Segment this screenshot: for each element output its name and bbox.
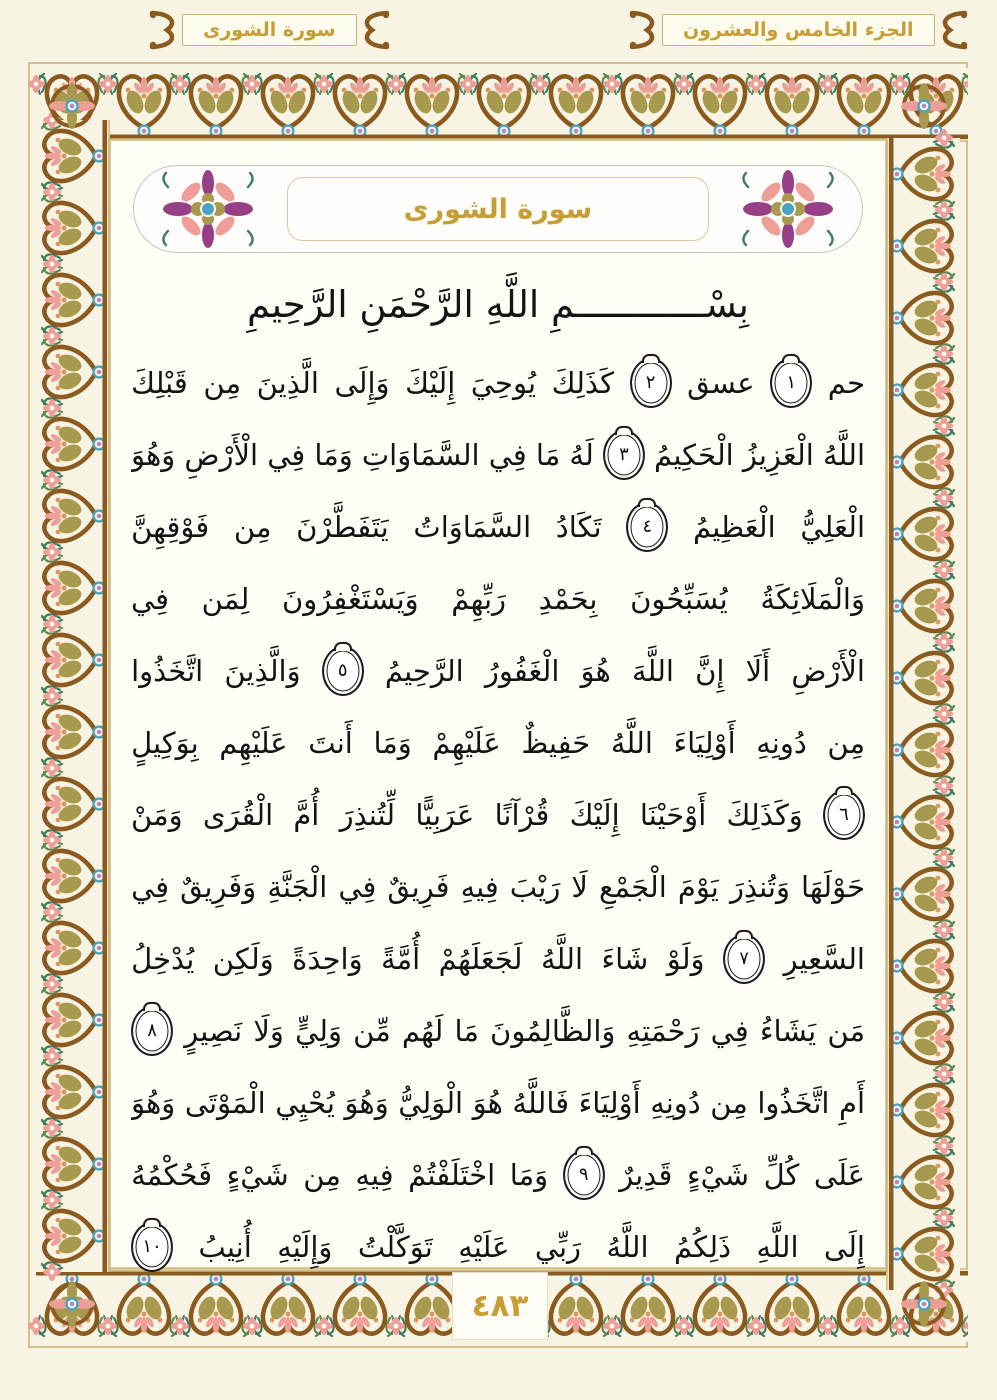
quran-word: اتَّخَذُوا (131, 654, 204, 688)
quran-word: الْجَمْعِ (599, 870, 667, 904)
quran-line (131, 779, 865, 851)
quran-word: وَالظَّالِمُونَ (490, 1014, 616, 1048)
quran-word: لَجَعَلَهُمْ (438, 942, 523, 976)
juz-banner-label: الجزء الخامس والعشرون (662, 14, 935, 47)
quran-word: كُلِّ (763, 1158, 800, 1192)
quran-word: يُحْيِي (275, 1086, 335, 1120)
quran-word: وَالَّذِينَ (224, 654, 301, 688)
quran-word: الْعَلِيُّ (800, 510, 865, 544)
juz-banner (628, 8, 969, 52)
quran-word: وَهُوَ (344, 1086, 389, 1120)
quran-line (131, 923, 865, 995)
quran-word: عسق (687, 366, 755, 400)
quran-word: يُوحِيَ (470, 366, 537, 400)
quran-word: عَلَيْهِم (219, 726, 288, 760)
quran-word: يُدْخِلُ (131, 942, 195, 976)
quran-word: أُنِيبُ (198, 1230, 252, 1264)
quran-line (131, 707, 865, 779)
quran-word: مَا (454, 1014, 479, 1048)
quran-word: تَكَادُ (555, 510, 602, 544)
page-body (110, 140, 886, 1268)
quran-word: تَوَكَّلْتُ (357, 1230, 433, 1264)
quran-word: أَلَا (745, 654, 771, 688)
quran-word: وَلَوْ (666, 942, 705, 976)
quran-word: الْجَنَّةِ (267, 870, 328, 904)
quran-word: دُونِهِ (756, 726, 807, 760)
quran-word: عَلَى (813, 1158, 865, 1192)
quran-word: لِّتُنذِرَ (339, 798, 396, 832)
ayah-number: ٩ (578, 1164, 589, 1185)
quran-word: وَمَا (314, 438, 353, 472)
heart-bracket-icon (148, 8, 182, 52)
quran-word: شَاءَ (601, 942, 649, 976)
quran-word: مِن (710, 1086, 748, 1120)
quran-word: ذَلِكُمُ (673, 1230, 732, 1264)
heart-bracket-icon (357, 8, 391, 52)
quran-word: حَفِيظٌ (521, 726, 591, 760)
quran-word: فَاللَّهُ (512, 1086, 570, 1120)
surah-title-text: سورة الشورى (403, 193, 593, 225)
quran-word: يَشَاءُ (759, 1014, 817, 1048)
quran-word: فَوْقِهِنَّ (131, 510, 210, 544)
quran-word: السَّعِيرِ (783, 942, 865, 976)
quran-word: لَهُ (569, 438, 594, 472)
quran-word: الْقُرَى (202, 798, 274, 832)
quran-word: فِي (267, 438, 306, 472)
quran-word: إِلَيْكَ (405, 366, 456, 400)
quran-word: عَلَيْهِمْ (432, 726, 501, 760)
quran-word: فِيهِ (460, 870, 499, 904)
ayah-end-medallion (723, 934, 765, 984)
quran-word: اللَّهُ (540, 942, 583, 976)
ayah-number: ٣ (619, 444, 629, 465)
quran-word: السَّمَاوَاتُ (413, 510, 532, 544)
surah-banner-label: سورة الشورى (182, 14, 357, 47)
quran-word: الْعَظِيمُ (692, 510, 776, 544)
quran-word: وَلِيٍّ (295, 1014, 343, 1048)
ayah-end-medallion (603, 430, 645, 480)
quran-word: رَبِّي (534, 1230, 582, 1264)
quran-word: دُونِهِ (650, 1086, 701, 1120)
ayah-end-medallion (131, 1222, 173, 1272)
quran-word: شَيْءٍ (686, 1158, 750, 1192)
quran-word: فِي (131, 582, 170, 616)
surah-title-cartouche (287, 177, 709, 241)
ayah-end-medallion (563, 1150, 605, 1200)
quran-word: فِي (131, 870, 170, 904)
heart-bracket-icon (628, 8, 662, 52)
quran-word: الْوَلِيُّ (398, 1086, 464, 1120)
quran-word: يَتَفَطَّرْنَ (296, 510, 389, 544)
quran-line (131, 491, 865, 563)
quran-word: أَنتَ (308, 726, 353, 760)
rosette-ornament-icon (160, 169, 256, 249)
quran-word: مِن (233, 510, 272, 544)
quran-word: أَوْلِيَاءَ (578, 1086, 641, 1120)
page-number: ٤٨٣ (471, 1288, 529, 1324)
quran-word: وَمَا (509, 1158, 549, 1192)
quran-word: اللَّهَ (631, 654, 674, 688)
quran-word: وَإِلَيْهِ (277, 1230, 333, 1264)
quran-word: وَاحِدَةً (292, 942, 363, 976)
heart-bracket-icon (935, 8, 969, 52)
quran-word: لَهُم (401, 1014, 444, 1048)
quran-word: فِي (338, 870, 377, 904)
quran-word: الْمَوْتَى (184, 1086, 266, 1120)
quran-word: أَوْلِيَاءَ (673, 726, 736, 760)
quran-word: فِي (488, 438, 527, 472)
rosette-ornament-icon (740, 169, 836, 249)
surah-name-banner (148, 8, 391, 52)
quran-word: الْحَكِيمُ (654, 438, 734, 472)
quran-word: يُسَبِّحُونَ (630, 582, 728, 616)
quran-word: اللَّهُ (610, 726, 653, 760)
ayah-end-medallion (131, 1006, 173, 1056)
quran-word: هُوَ (472, 1086, 503, 1120)
quran-word: السَّمَاوَاتِ (361, 438, 480, 472)
quran-word: حَوْلَهَا (801, 870, 865, 904)
quran-word: مَن (827, 1014, 865, 1048)
quran-word: وَيَسْتَغْفِرُونَ (281, 582, 419, 616)
quran-word: يَوْمَ (677, 870, 719, 904)
quran-word: فَرِيقٌ (387, 870, 450, 904)
quran-word: وَمَنْ (131, 798, 183, 832)
quran-word: رَحْمَتِهِ (626, 1014, 700, 1048)
quran-lines (125, 343, 871, 1283)
bismillah-text: بِسْــــــــــــمِ اللَّهِ الرَّحْمَنِ الرَّحِيمِ (247, 283, 749, 326)
ayah-number: ١ (786, 372, 796, 393)
quran-word: كَذَلِكَ (551, 366, 614, 400)
ayah-end-medallion (626, 502, 668, 552)
ayah-number: ٧ (739, 948, 749, 969)
quran-word: لَا (571, 870, 588, 904)
quran-word: بِحَمْدِ (538, 582, 598, 616)
quran-word: قَبْلِكَ (131, 366, 188, 400)
ayah-number: ٨ (147, 1020, 157, 1041)
quran-word: أُمَّ (293, 798, 320, 832)
quran-word: حم (827, 366, 865, 400)
quran-word: الْأَرْضِ (184, 438, 259, 472)
quran-word: إِلَى (823, 1230, 865, 1264)
quran-word: الَّذِينَ (256, 366, 319, 400)
quran-word: إِلَيْكَ (569, 798, 620, 832)
quran-word: وَكَذَلِكَ (726, 798, 803, 832)
quran-word: لِمَن (201, 582, 250, 616)
ayah-number: ٦ (839, 804, 849, 825)
quran-line (131, 347, 865, 419)
quran-word: اللَّهِ (756, 1230, 799, 1264)
quran-word: إِنَّ (695, 654, 725, 688)
quran-word: اللَّهُ (822, 438, 865, 472)
quran-word: مِّن (353, 1014, 391, 1048)
quran-word: مِن (203, 366, 241, 400)
quran-word: رَبِّهِمْ (451, 582, 507, 616)
quran-word: مِن (827, 726, 865, 760)
quran-word: وَتُنذِرَ (729, 870, 790, 904)
quran-word: اللَّهُ (606, 1230, 649, 1264)
quran-line (131, 1139, 865, 1211)
quran-word: شَيْءٍ (226, 1158, 289, 1192)
quran-word: نَصِيرٍ (184, 1014, 243, 1048)
surah-title-band (133, 165, 863, 253)
quran-word: وَمَا (373, 726, 412, 760)
quran-line (131, 563, 865, 635)
quran-word: عَلَيْهِ (458, 1230, 510, 1264)
quran-word: اخْتَلَفْتُمْ (408, 1158, 496, 1192)
quran-word: الْعَزِيزُ (742, 438, 814, 472)
quran-word: الْغَفُورُ (484, 654, 560, 688)
quran-word: اتَّخَذُوا (757, 1086, 830, 1120)
ayah-number: ٢ (645, 372, 656, 393)
quran-word: فِيهِ (355, 1158, 394, 1192)
quran-word: رَيْبَ (509, 870, 561, 904)
ayah-number: ٤ (642, 516, 653, 537)
quran-word: أُمَّةً (381, 942, 421, 976)
quran-word: الْأَرْضِ (791, 654, 865, 688)
quran-line (131, 635, 865, 707)
quran-line (131, 851, 865, 923)
quran-word: وَالْمَلَائِكَةُ (760, 582, 865, 616)
quran-line (131, 419, 865, 491)
page-number-plaque (452, 1272, 548, 1340)
quran-word: وَفَرِيقٌ (180, 870, 257, 904)
quran-word: فِي (710, 1014, 749, 1048)
quran-word: هُوَ (580, 654, 611, 688)
quran-line (131, 995, 865, 1067)
quran-word: مَا (535, 438, 561, 472)
ayah-end-medallion (322, 646, 364, 696)
ayah-end-medallion (770, 358, 812, 408)
quran-word: وَهُوَ (131, 1086, 176, 1120)
ayah-number: ١٠ (142, 1236, 162, 1257)
quran-word: وَهُوَ (131, 438, 176, 472)
ayah-end-medallion (823, 790, 865, 840)
quran-word: قَدِيرٌ (619, 1158, 673, 1192)
quran-word: وَلَا (253, 1014, 284, 1048)
quran-word: بِوَكِيلٍ (131, 726, 199, 760)
quran-word: مِن (303, 1158, 341, 1192)
quran-word: وَإِلَى (334, 366, 390, 400)
quran-word: قُرْآنًا (494, 798, 550, 832)
quran-word: وَلَكِن (212, 942, 274, 976)
quran-word: عَرَبِيًّا (415, 798, 475, 832)
quran-word: أَوْحَيْنَا (639, 798, 707, 832)
ayah-end-medallion (630, 358, 672, 408)
quran-word: فَحُكْمُهُ (131, 1158, 213, 1192)
quran-word: الرَّحِيمُ (384, 654, 464, 688)
quran-line (131, 1067, 865, 1139)
quran-word: أَمِ (838, 1086, 865, 1120)
ayah-number: ٥ (337, 660, 348, 681)
